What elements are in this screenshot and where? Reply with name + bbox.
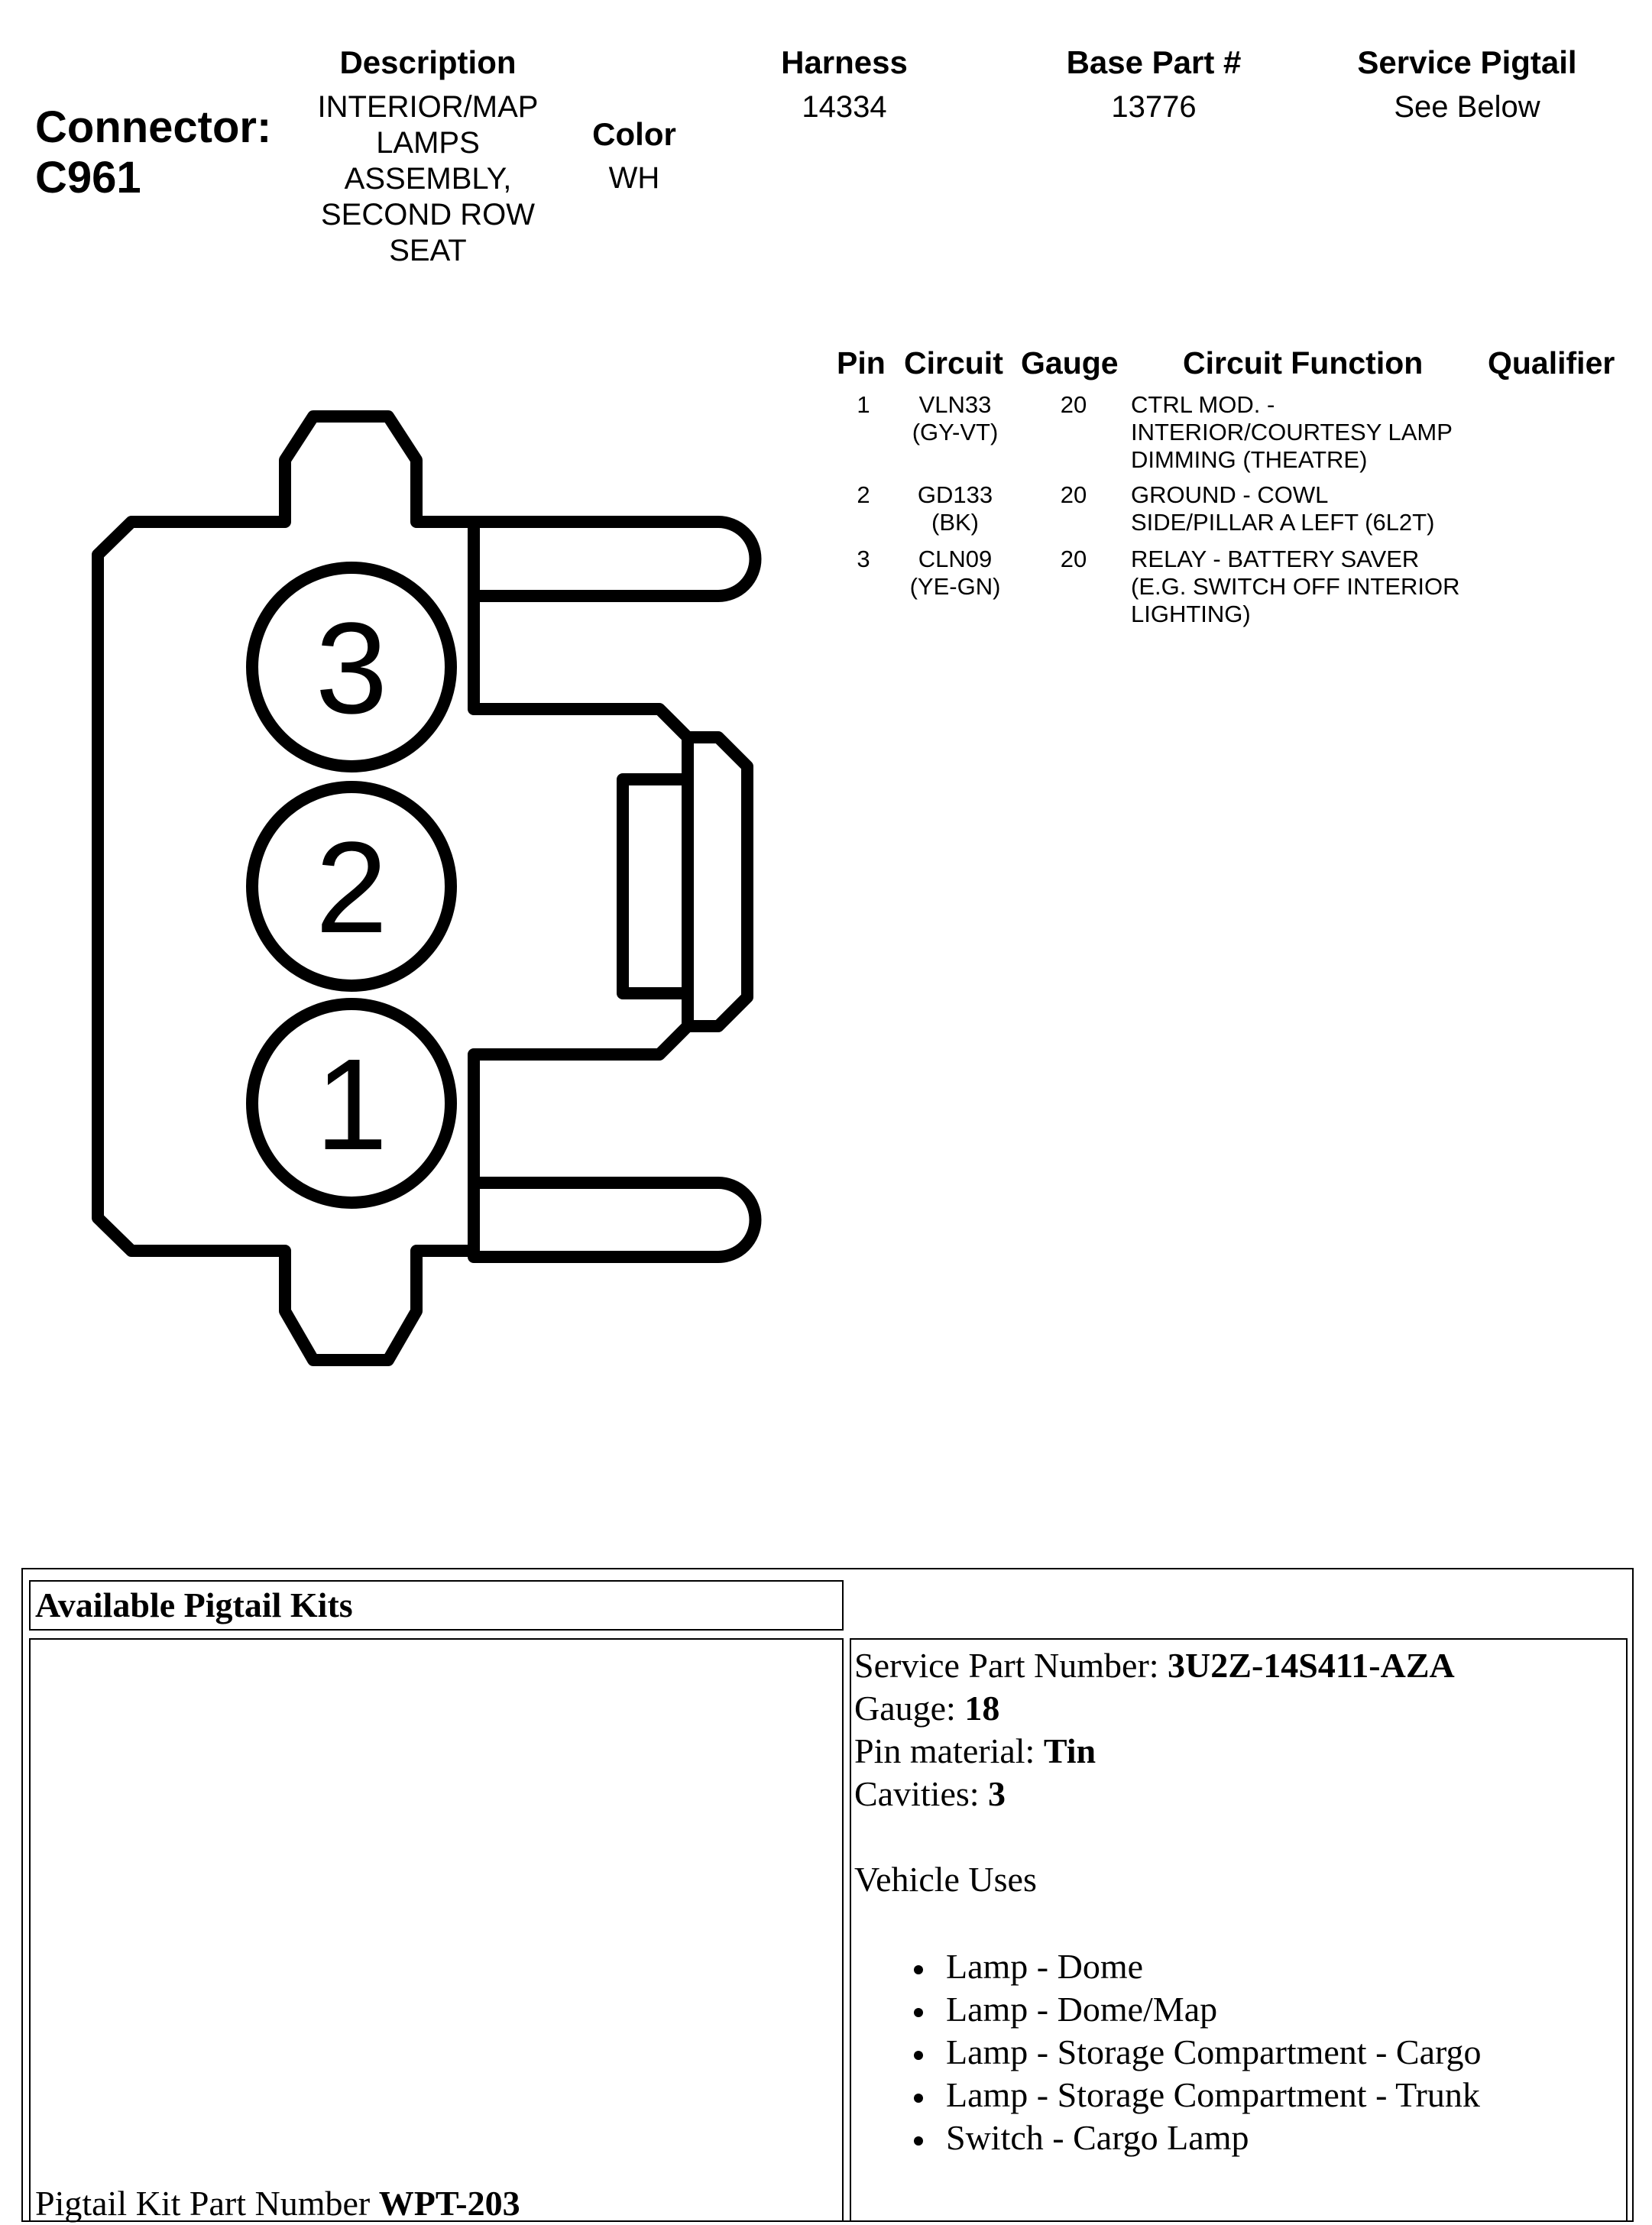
- function-cell: [1131, 546, 1513, 628]
- pigtail-image-cell: [29, 1638, 844, 2222]
- function-line: GROUND - COWL: [1131, 481, 1329, 508]
- gauge-cell: 20: [1060, 546, 1087, 572]
- description-line: INTERIOR/MAP: [317, 90, 539, 124]
- pin-number: 3: [857, 546, 870, 572]
- base-part-value: 13776: [1111, 90, 1197, 124]
- service-part-line: [854, 1644, 1626, 1687]
- function-line: SIDE/PILLAR A LEFT (6L2T): [1131, 509, 1435, 536]
- color-header: Color: [592, 116, 676, 152]
- pigtail-title-cell: [29, 1580, 844, 1631]
- qualifier-header: Qualifier: [1488, 345, 1615, 381]
- function-header: Circuit Function: [1183, 345, 1424, 381]
- connector-housing-outline: [98, 416, 688, 1360]
- circuit-id: VLN33: [918, 391, 992, 418]
- function-cell: [1131, 481, 1513, 536]
- gauge-line: [854, 1687, 1626, 1730]
- pin-number: 1: [857, 391, 870, 418]
- service-part-number: 3U2Z-14S411-AZA: [1168, 1646, 1455, 1685]
- cavities-line: [854, 1773, 1626, 1815]
- vehicle-uses-title: Vehicle Uses: [854, 1860, 1037, 1899]
- gauge-header: Gauge: [1021, 345, 1119, 381]
- pin-material-label: Pin material:: [854, 1731, 1044, 1770]
- connector-face-diagram: [0, 0, 841, 1452]
- gauge-value: 18: [964, 1689, 1000, 1728]
- harness-header: Harness: [781, 44, 908, 80]
- circuit-cell: [894, 546, 1016, 601]
- gauge-cell: 20: [1060, 481, 1087, 508]
- pigtail-info: [851, 1640, 1626, 2159]
- circuit-cell: [894, 481, 1016, 536]
- key-slot: [623, 779, 688, 993]
- service-part-label: Service Part Number:: [854, 1646, 1168, 1685]
- cavity-1-label: 1: [315, 1032, 388, 1177]
- latch-arm-top: [474, 522, 756, 596]
- circuit-id: CLN09: [918, 546, 993, 572]
- latch-arm-bottom: [474, 1183, 756, 1257]
- vehicle-use-item: Switch - Cargo Lamp: [908, 2117, 1626, 2159]
- gauge-cell: 20: [1060, 391, 1087, 418]
- cavities-value: 3: [988, 1774, 1006, 1813]
- pin-material-value: Tin: [1043, 1731, 1096, 1770]
- function-line: INTERIOR/COURTESY LAMP: [1131, 419, 1453, 445]
- function-line: DIMMING (THEATRE): [1131, 446, 1368, 473]
- circuit-cell: [894, 391, 1016, 446]
- cavity-3-label: 3: [315, 596, 388, 741]
- circuit-id: GD133: [917, 481, 993, 508]
- pigtail-kit-label: Pigtail Kit Part Number: [35, 2184, 379, 2223]
- base-part-header: Base Part #: [1066, 44, 1242, 80]
- function-line: LIGHTING): [1131, 601, 1251, 627]
- vehicle-uses-list: [908, 1945, 1626, 2159]
- connector-id: C961: [35, 153, 141, 202]
- service-pigtail-value: See Below: [1394, 90, 1540, 124]
- pin-number: 2: [857, 481, 870, 508]
- pigtail-section-title: Available Pigtail Kits: [35, 1585, 353, 1624]
- function-cell: [1131, 391, 1513, 474]
- pin-header: Pin: [837, 345, 886, 381]
- pigtail-info-cell: [850, 1638, 1628, 2222]
- cavities-label: Cavities:: [854, 1774, 989, 1813]
- gauge-label: Gauge:: [854, 1689, 965, 1728]
- circuit-color: (YE-GN): [909, 573, 1001, 600]
- function-line: (E.G. SWITCH OFF INTERIOR: [1131, 573, 1460, 600]
- function-line: CTRL MOD. -: [1131, 391, 1275, 418]
- service-pigtail-header: Service Pigtail: [1357, 44, 1577, 80]
- harness-value: 14334: [802, 90, 887, 124]
- pigtail-kit-number: WPT-203: [378, 2184, 520, 2223]
- function-line: RELAY - BATTERY SAVER: [1131, 546, 1420, 572]
- color-value: WH: [608, 161, 660, 195]
- vehicle-use-item: Lamp - Dome/Map: [908, 1988, 1626, 2031]
- circuit-header: Circuit: [904, 345, 1003, 381]
- description-line: ASSEMBLY,: [344, 162, 512, 196]
- description-line: LAMPS: [376, 126, 480, 160]
- vehicle-use-item: Lamp - Storage Compartment - Trunk: [908, 2074, 1626, 2117]
- cavity-2-label: 2: [315, 815, 388, 960]
- circuit-color: (BK): [931, 509, 979, 536]
- description-line: SECOND ROW: [321, 198, 535, 232]
- description-header: Description: [339, 44, 517, 80]
- pigtail-kit-line: [35, 2182, 520, 2225]
- description-line: SEAT: [389, 234, 467, 267]
- side-clip: [688, 737, 747, 1026]
- connector-label: Connector:: [35, 102, 272, 152]
- vehicle-use-item: Lamp - Dome: [908, 1945, 1626, 1988]
- pin-material-line: [854, 1730, 1626, 1773]
- circuit-color: (GY-VT): [912, 419, 999, 445]
- vehicle-use-item: Lamp - Storage Compartment - Cargo: [908, 2031, 1626, 2074]
